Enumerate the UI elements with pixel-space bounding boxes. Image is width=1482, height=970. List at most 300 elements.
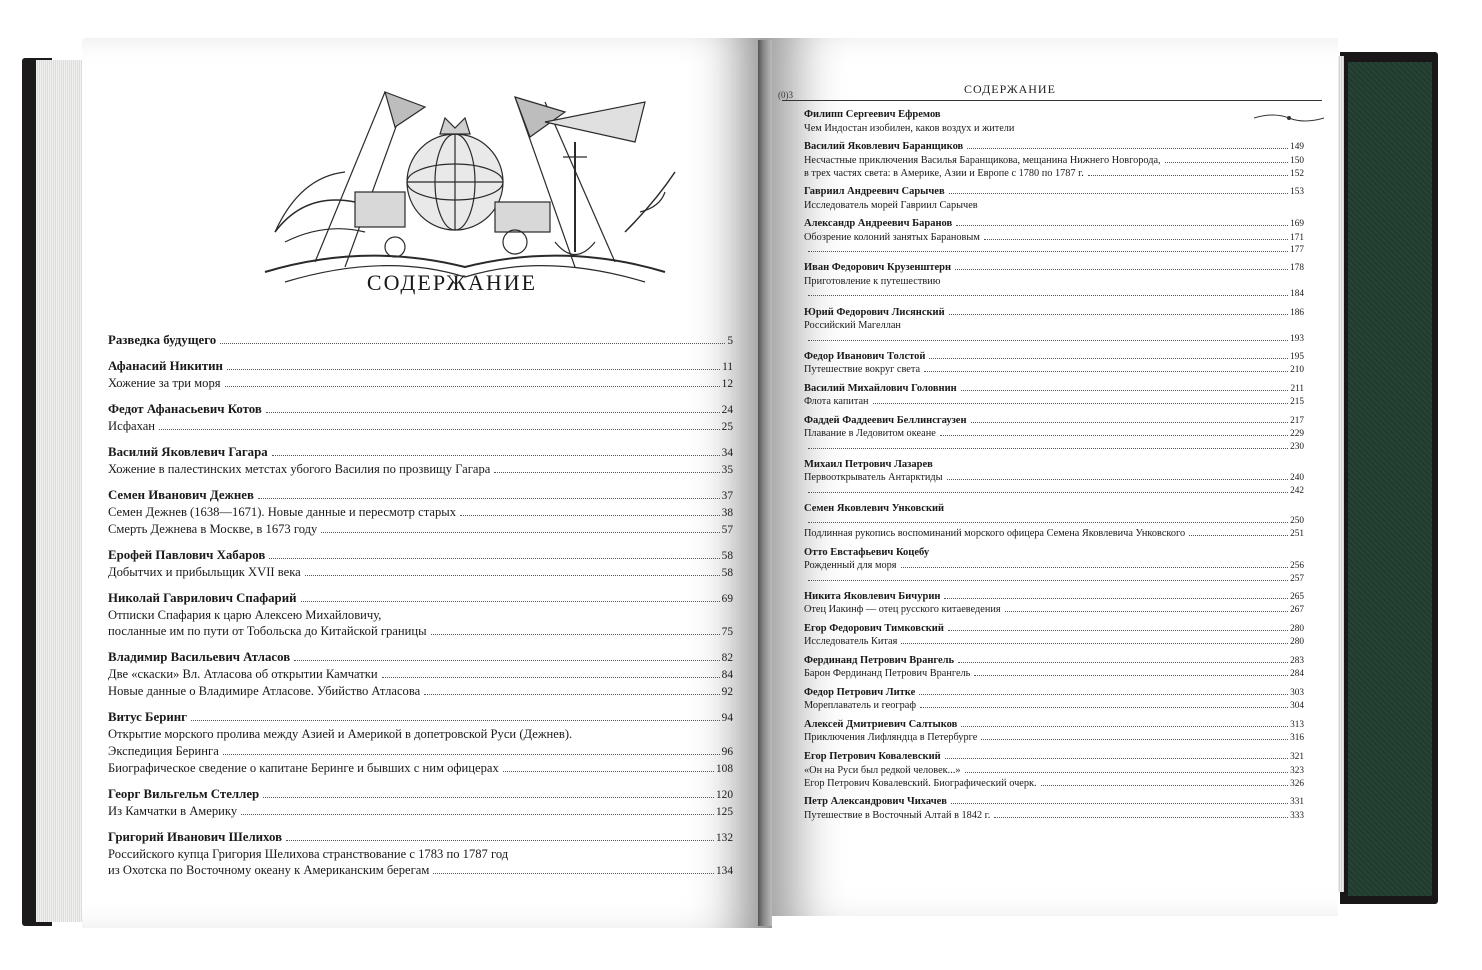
dot-leader (220, 343, 725, 344)
toc-entry (108, 786, 733, 820)
toc-entry (108, 401, 733, 435)
toc-author-line (108, 332, 733, 349)
toc-entry (108, 590, 733, 641)
toc-title-line (108, 743, 733, 760)
dot-leader (503, 771, 714, 772)
author-name: Гавриил Андреевич Сарычев (804, 186, 945, 198)
toc-entry (804, 350, 1304, 377)
page-number: 35 (721, 463, 733, 476)
author-name: Василий Михайлович Головнин (804, 382, 957, 394)
toc-entry (804, 750, 1304, 790)
dot-leader (951, 803, 1288, 804)
page-number: 25 (721, 420, 733, 433)
dot-leader (956, 225, 1288, 226)
page-number: 132 (716, 831, 733, 844)
toc-entry (108, 709, 733, 777)
toc-title-line (804, 167, 1304, 180)
dot-leader (974, 675, 1288, 676)
author-name: Никита Яковлевич Бичурин (804, 590, 941, 602)
chapter-title: Исфахан (108, 418, 156, 433)
dot-leader (286, 840, 714, 841)
page-number: 125 (716, 805, 733, 818)
page-number: 186 (1290, 307, 1304, 318)
contents-heading: СОДЕРЖАНИЕ (366, 270, 538, 295)
author-name: Федор Иванович Толстой (804, 350, 926, 362)
chapter-title: Исследователь морей Гавриил Сарычев (804, 200, 978, 212)
toc-author-line (804, 108, 1304, 122)
page-number: 313 (1290, 719, 1304, 730)
author-name: Афанасий Никитин (108, 358, 223, 373)
toc-title-line (804, 199, 1304, 212)
chapter-title: Обозрение колоний занятых Барановым (804, 232, 980, 244)
toc-title-line (804, 809, 1304, 822)
page-number: 210 (1290, 365, 1304, 376)
toc-title-line (804, 154, 1304, 167)
dot-leader (808, 295, 1288, 296)
toc-entry (804, 140, 1304, 180)
page-number: 256 (1290, 561, 1304, 572)
dot-leader (424, 694, 719, 695)
chapter-title: Семен Дежнев (1638—1671). Новые данные и пересмотр старых (108, 504, 457, 519)
chapter-title: посланные им по пути от Тобольска до Китайской границы (108, 624, 427, 639)
dot-leader (808, 251, 1288, 252)
toc-author-line (108, 358, 733, 375)
page-number: 96 (721, 745, 733, 758)
header-rule (782, 100, 1322, 101)
author-name: Фаддей Фаддеевич Беллинсгаузен (804, 414, 967, 426)
toc-entry (804, 185, 1304, 212)
page-number: 57 (721, 523, 733, 536)
toc-author-line (108, 786, 733, 803)
dot-leader (382, 677, 720, 678)
toc-entry (804, 654, 1304, 681)
toc-author-line (804, 718, 1304, 732)
dot-leader (1041, 785, 1289, 786)
book-gutter (758, 40, 772, 926)
dot-leader (305, 575, 720, 576)
toc-author-line (804, 654, 1304, 668)
author-name: Иван Федорович Крузенштерн (804, 262, 952, 274)
chapter-title: Егор Петрович Ковалевский. Биографический очерк. (804, 777, 1037, 789)
toc-title-line (804, 559, 1304, 572)
toc-entry (804, 261, 1304, 300)
toc-title-line (804, 333, 1304, 345)
toc-entry (804, 622, 1304, 649)
toc-author-line (804, 414, 1304, 428)
toc-title-line (804, 244, 1304, 256)
toc-title-line (108, 803, 733, 820)
toc-title-line (108, 375, 733, 392)
dot-leader (944, 598, 1288, 599)
page-number: 12 (721, 377, 733, 390)
page-number: 229 (1290, 429, 1304, 440)
toc-entry (804, 414, 1304, 453)
page-number: 251 (1290, 529, 1304, 540)
chapter-title: «Он на Руси был редкой человек...» (804, 764, 961, 776)
toc-entry (108, 444, 733, 478)
chapter-title: Экспедиция Беринга (108, 743, 219, 758)
toc-entry (804, 382, 1304, 409)
page-number: 171 (1290, 233, 1304, 244)
dot-leader (269, 558, 719, 559)
author-name: Петр Александрович Чихачев (804, 796, 947, 808)
toc-entry (108, 358, 733, 392)
toc-title-line (108, 418, 733, 435)
page-number: 38 (721, 506, 733, 519)
dot-leader (808, 492, 1288, 493)
page-number: 120 (716, 788, 733, 801)
toc-author-line (108, 709, 733, 726)
page-number: 11 (722, 360, 733, 373)
page-number: 267 (1290, 605, 1304, 616)
dot-leader (431, 634, 720, 635)
page-number: 321 (1290, 751, 1304, 762)
toc-entry (108, 332, 733, 349)
author-name: Михаил Петрович Лазарев (804, 458, 933, 470)
chapter-title: Подлинная рукопись воспоминаний морского офицера Семена Яковлевича Унковского (804, 528, 1186, 540)
chapter-title: Добытчих и прибыльщик XVII века (108, 564, 301, 579)
page-number: 92 (721, 686, 733, 699)
chapter-title: Отписки Спафария к царю Алексею Михайловичу, (108, 607, 382, 622)
toc-title-line (108, 504, 733, 521)
toc-author-line (108, 829, 733, 846)
toc-entry (108, 547, 733, 581)
dot-leader (808, 580, 1288, 581)
toc-author-line (804, 306, 1304, 320)
dot-leader (263, 797, 714, 798)
dot-leader (971, 422, 1289, 423)
dot-leader (947, 479, 1289, 480)
page-number: 184 (1290, 289, 1304, 300)
page-number: 24 (721, 403, 733, 416)
page-number: 108 (716, 762, 733, 775)
page-number: 82 (721, 652, 733, 665)
dot-leader (949, 193, 1288, 194)
page-number: 215 (1290, 397, 1304, 408)
page-number: 284 (1290, 669, 1304, 680)
page-number: 316 (1290, 733, 1304, 744)
toc-entry (804, 458, 1304, 497)
toc-title-line (108, 862, 733, 879)
toc-entry (804, 217, 1304, 256)
toc-entry (804, 502, 1304, 541)
toc-author-line (108, 590, 733, 607)
chapter-title: Смерть Дежнева в Москве, в 1673 году (108, 521, 318, 536)
toc-entry (804, 686, 1304, 713)
page-number: 217 (1290, 415, 1304, 426)
toc-author-line (804, 795, 1304, 809)
chapter-title: Чем Индостан изобилен, каков воздух и жители (804, 122, 1015, 134)
page-number: 37 (721, 489, 733, 502)
chapter-title: Барон Фердинанд Петрович Врангель (804, 668, 971, 680)
dot-leader (949, 314, 1288, 315)
toc-title-line (108, 760, 733, 777)
author-name: Федор Петрович Литке (804, 686, 916, 698)
toc-title-line (108, 564, 733, 581)
page-number: 326 (1290, 778, 1304, 789)
page-number: 150 (1290, 155, 1304, 166)
author-name: Григорий Иванович Шелихов (108, 829, 283, 844)
toc-title-line (804, 319, 1304, 332)
dot-leader (961, 390, 1289, 391)
page-number: 149 (1290, 142, 1304, 153)
toc-entry (804, 108, 1304, 135)
page-number: 242 (1290, 485, 1304, 496)
dot-leader (266, 412, 720, 413)
dot-leader (225, 386, 720, 387)
toc-author-line (108, 401, 733, 418)
dot-leader (929, 358, 1288, 359)
dot-leader (294, 660, 720, 661)
dot-leader (241, 814, 714, 815)
dot-leader (940, 435, 1288, 436)
dot-leader (223, 754, 720, 755)
dot-leader (984, 239, 1288, 240)
page-number: 240 (1290, 473, 1304, 484)
toc-entry (804, 546, 1304, 585)
chapter-title: Флота капитан (804, 396, 869, 408)
dot-leader (808, 448, 1288, 449)
engraving-illustration (245, 82, 685, 292)
page-number: 280 (1290, 637, 1304, 648)
toc-title-line (108, 683, 733, 700)
dot-leader (1189, 535, 1288, 536)
toc-entry (108, 829, 733, 880)
toc-title-line (804, 288, 1304, 300)
dot-leader (901, 567, 1289, 568)
dot-leader (321, 532, 719, 533)
page-number: 169 (1290, 219, 1304, 230)
toc-author-line (804, 185, 1304, 199)
author-name: Николай Гаврилович Спафарий (108, 590, 297, 605)
toc-title-line (804, 471, 1304, 484)
toc-title-line (108, 461, 733, 478)
toc-title-line (804, 427, 1304, 440)
author-name: Георг Вильгельм Стеллер (108, 786, 260, 801)
page-number: 333 (1290, 810, 1304, 821)
toc-title-line (804, 515, 1304, 527)
author-name: Алексей Дмитриевич Салтыков (804, 718, 958, 730)
toc-author-line (108, 547, 733, 564)
page-number: 84 (721, 669, 733, 682)
toc-author-line (804, 217, 1304, 231)
page-number: 75 (721, 626, 733, 639)
chapter-title: Путешествие в Восточный Алтай в 1842 г. (804, 809, 991, 821)
dot-leader (873, 403, 1289, 404)
toc-entry (804, 590, 1304, 617)
toc-title-line (804, 764, 1304, 777)
chapter-title: Российский Магеллан (804, 320, 901, 332)
toc-title-line (804, 573, 1304, 585)
dot-leader (808, 340, 1288, 341)
chapter-title: Приготовление к путешествию (804, 276, 941, 288)
cover-cloth (1348, 62, 1432, 896)
toc-title-line (804, 395, 1304, 408)
chapter-title: Мореплаватель и географ (804, 700, 916, 712)
dot-leader (958, 662, 1288, 663)
toc-title-line (804, 231, 1304, 244)
chapter-title: Рожденный для моря (804, 560, 897, 572)
dot-leader (961, 726, 1288, 727)
toc-title-line (804, 603, 1304, 616)
toc-title-line (804, 527, 1304, 540)
page-number: 94 (721, 712, 733, 725)
toc-entry (804, 795, 1304, 822)
chapter-title: в трех частях света: в Америке, Азии и Европе с 1780 по 1787 г. (804, 168, 1084, 180)
dot-leader (1088, 175, 1288, 176)
author-name: Егор Петрович Ковалевский (804, 750, 941, 762)
page-number: 34 (721, 446, 733, 459)
dot-leader (808, 522, 1288, 523)
toc-title-line (804, 635, 1304, 648)
author-name: Владимир Васильевич Атласов (108, 650, 291, 665)
dot-leader (191, 720, 720, 721)
toc-title-line (804, 777, 1304, 790)
page-number: 331 (1290, 797, 1304, 808)
page-number: 193 (1290, 333, 1304, 344)
toc-title-line (804, 363, 1304, 376)
toc-author-line (804, 546, 1304, 560)
toc-entry (108, 649, 733, 700)
chapter-title: Плавание в Ледовитом океане (804, 428, 936, 440)
page-number: 153 (1290, 187, 1304, 198)
chapter-title: Хожение за три моря (108, 375, 221, 390)
table-of-contents-left (108, 332, 733, 888)
toc-title-line (804, 275, 1304, 288)
chapter-title: Из Камчатки в Америку (108, 803, 238, 818)
page-number: 58 (721, 566, 733, 579)
dot-leader (945, 758, 1288, 759)
page-number: 257 (1290, 573, 1304, 584)
chapter-title: Новые данные о Владимире Атласове. Убийство Атласова (108, 684, 421, 699)
dot-leader (955, 269, 1288, 270)
toc-author-line (804, 350, 1304, 364)
toc-entry (804, 718, 1304, 745)
toc-author-line (804, 261, 1304, 275)
author-name: Семен Иванович Дежнев (108, 487, 254, 502)
author-name: Витус Беринг (108, 710, 188, 725)
toc-title-line (108, 846, 733, 863)
toc-author-line (804, 750, 1304, 764)
toc-author-line (804, 686, 1304, 700)
toc-title-line (804, 699, 1304, 712)
page-number: 304 (1290, 701, 1304, 712)
author-name: Семен Яковлевич Унковский (804, 502, 945, 514)
chapter-title: Российского купца Григория Шелихова странствование с 1783 по 1787 год (108, 846, 509, 861)
dot-leader (901, 643, 1288, 644)
dot-leader (920, 707, 1288, 708)
page-number: 280 (1290, 623, 1304, 634)
page-number: 134 (716, 865, 733, 878)
chapter-title: из Охотска по Восточному океану к Американским берегам (108, 863, 430, 878)
page-number: 5 (727, 335, 733, 347)
page-number: 152 (1290, 169, 1304, 180)
dot-leader (494, 472, 719, 473)
page-number: 69 (721, 592, 733, 605)
folio-number: (0)3 (778, 90, 793, 100)
right-page (764, 38, 1338, 916)
toc-title-line (108, 623, 733, 640)
author-name: Василий Яковлевич Гагара (108, 444, 268, 459)
toc-entry (804, 306, 1304, 345)
toc-author-line (108, 444, 733, 461)
dot-leader (924, 371, 1288, 372)
dot-leader (1005, 611, 1288, 612)
chapter-title: Несчастные приключения Василья Баранщикова, мещанина Нижнего Новгорода, (804, 154, 1161, 166)
dot-leader (919, 694, 1288, 695)
author-name: Отто Евстафьевич Коцебу (804, 546, 930, 558)
toc-title-line (804, 667, 1304, 680)
chapter-title: Открытие морского пролива между Азией и Америкой в допетровской Руси (Дежнев). (108, 727, 573, 742)
toc-title-line (108, 666, 733, 683)
dot-leader (227, 369, 720, 370)
dot-leader (272, 455, 720, 456)
chapter-title: Хожение в палестинских метстах убогого Василия по прозвищу Гагара (108, 461, 491, 476)
toc-author-line (108, 487, 733, 504)
dot-leader (994, 817, 1288, 818)
page-number: 58 (721, 549, 733, 562)
toc-author-line (804, 140, 1304, 154)
toc-title-line (108, 607, 733, 624)
page-number: 177 (1290, 245, 1304, 256)
toc-author-line (804, 622, 1304, 636)
toc-title-line (108, 521, 733, 538)
page-number: 230 (1290, 441, 1304, 452)
running-head: СОДЕРЖАНИЕ (964, 82, 1056, 96)
toc-title-line (804, 122, 1304, 135)
page-number: 323 (1290, 765, 1304, 776)
dot-leader (948, 630, 1288, 631)
author-name: Александр Андреевич Баранов (804, 218, 953, 230)
chapter-title: Путешествие вокруг света (804, 364, 921, 376)
toc-author-line (804, 590, 1304, 604)
dot-leader (981, 739, 1288, 740)
author-name: Филипп Сергеевич Ефремов (804, 109, 941, 120)
chapter-title: Отец Иакинф — отец русского китаеведения (804, 604, 1001, 616)
author-name: Егор Федорович Тимковский (804, 622, 944, 634)
toc-author-line (804, 458, 1304, 472)
page-number: 195 (1290, 351, 1304, 362)
toc-title-line (108, 726, 733, 743)
author-name: Ерофей Павлович Хабаров (108, 547, 266, 562)
page-number: 250 (1290, 516, 1304, 527)
toc-entry (108, 487, 733, 538)
dot-leader (258, 498, 720, 499)
author-name: Разведка будущего (108, 333, 217, 347)
dot-leader (965, 772, 1289, 773)
dot-leader (967, 148, 1288, 149)
dot-leader (460, 515, 720, 516)
dot-leader (433, 873, 714, 874)
dot-leader (1165, 162, 1288, 163)
page-number: 211 (1290, 383, 1304, 394)
table-of-contents-right (804, 108, 1304, 827)
dot-leader (159, 429, 720, 430)
author-name: Василий Яковлевич Баранщиков (804, 141, 964, 153)
chapter-title: Приключения Лифляндца в Петербурге (804, 732, 978, 744)
page-number: 303 (1290, 687, 1304, 698)
author-name: Фердинанд Петрович Врангель (804, 654, 955, 666)
chapter-title: Исследователь Китая (804, 636, 898, 648)
toc-author-line (804, 382, 1304, 396)
chapter-title: Две «скаски» Вл. Атласова об открытии Камчатки (108, 667, 378, 682)
page-number: 283 (1290, 655, 1304, 666)
toc-title-line (804, 485, 1304, 497)
author-name: Юрий Федорович Лисянский (804, 306, 945, 318)
page-number: 178 (1290, 263, 1304, 274)
chapter-title: Биографическое сведение о капитане Беринге и бывших с ним офицерах (108, 760, 499, 775)
author-name: Федот Афанасьевич Котов (108, 401, 262, 416)
